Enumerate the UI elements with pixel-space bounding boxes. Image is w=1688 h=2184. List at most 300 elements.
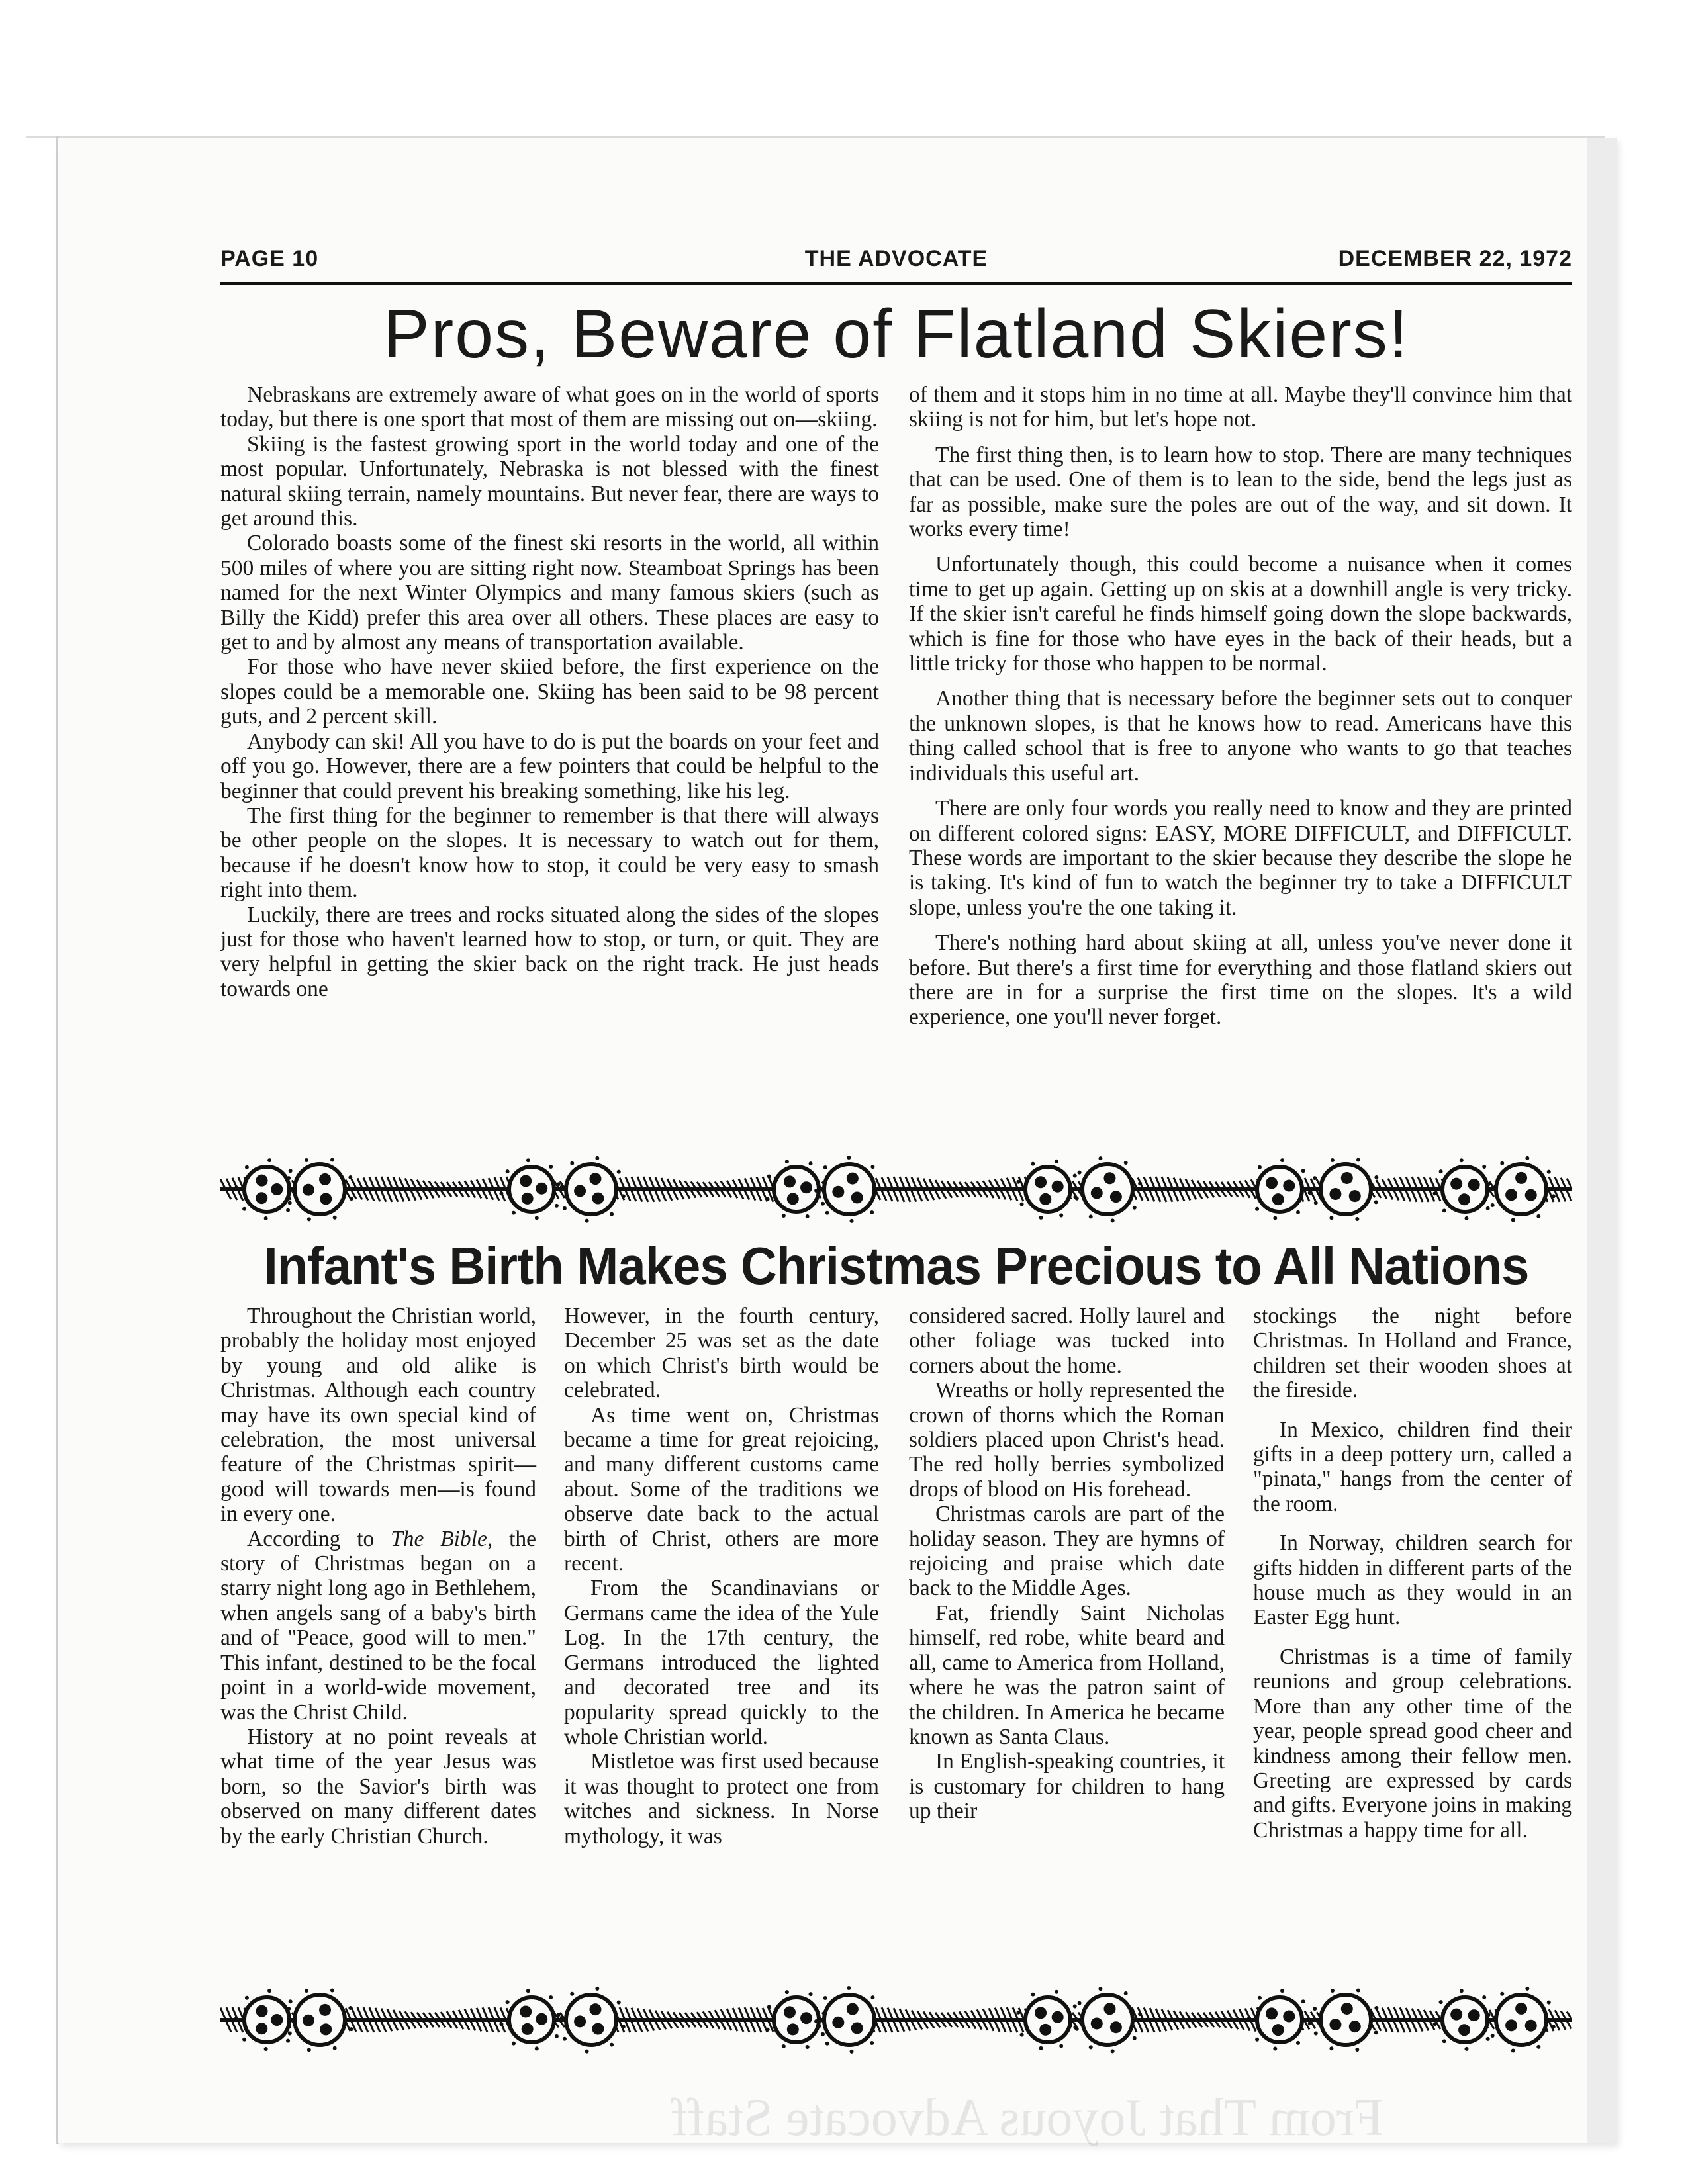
sparkle-dot — [767, 1175, 771, 1179]
sparkle-dot — [535, 2046, 539, 2050]
sparkle-dot — [499, 1191, 503, 1195]
paragraph: Unfortunately though, this could become a nuisance when it comes time to get up again. Getting up on skis at a downhill angle is very tricky. If the skier isn't careful he finds himself going down the slope backwards, which is fine for those who have eyes in the back of their heads, but a little tricky for those who happen to be normal. — [909, 552, 1572, 676]
sparkle-dot — [1124, 1161, 1128, 1165]
ornament-highlight — [1525, 1189, 1537, 1201]
ornament-highlight — [1103, 1172, 1115, 1184]
sparkle-dot — [1547, 1170, 1551, 1174]
paragraph: Christmas is a time of family reunions and group celebrations. More than any other time of the year, people spread good cheer and kindness among their fellow men. Greeting are expressed by cards and gifts. Everyone joins in making Christmas a happy time for all. — [1253, 1644, 1572, 1843]
sparkle-dot — [1133, 2036, 1137, 2040]
sparkle-dot — [1356, 1158, 1360, 1162]
ornament-ball — [1321, 1164, 1371, 1214]
sparkle-dot — [1089, 1214, 1093, 1218]
ornament-highlight — [1272, 1193, 1284, 1205]
sparkle-dot — [617, 2001, 621, 2005]
headline-skiing: Pros, Beware of Flatland Skiers! — [383, 296, 1409, 373]
sparkle-dot — [1536, 1214, 1540, 1218]
sparkle-dot — [1255, 1207, 1259, 1211]
sparkle-dot — [1059, 2044, 1063, 2048]
ornament-ball — [774, 1997, 819, 2042]
sparkle-dot — [1313, 2007, 1317, 2011]
sparkle-dot — [288, 1201, 292, 1205]
paragraph: In English-speaking countries, it is customary for children to hang up their — [909, 1749, 1225, 1824]
ornament-highlight — [1450, 1178, 1462, 1190]
paragraph: stockings the night before Christmas. In Holland and France, children set their wooden shoes at the fireside. — [1253, 1304, 1572, 1403]
ornament-highlight — [1329, 2019, 1341, 2030]
sparkle-dot — [557, 1182, 561, 1186]
ornament-ball — [295, 1995, 345, 2045]
ornament-highlight — [1039, 1193, 1051, 1205]
sparkle-dot — [1273, 2047, 1277, 2051]
sparkle-dot — [289, 1999, 293, 2003]
sparkle-dot — [1439, 2000, 1443, 2004]
sparkle-dot — [1247, 2016, 1251, 2020]
garland-divider — [220, 1985, 1572, 2054]
ornament-highlight — [256, 1192, 267, 1204]
ornament-highlight — [1525, 2020, 1537, 2032]
sparkle-dot — [1308, 2021, 1312, 2025]
ornament-ball — [1496, 1164, 1546, 1214]
ornament-highlight — [1450, 2009, 1462, 2021]
ornament-highlight — [1091, 1187, 1103, 1199]
ornament-highlight — [1283, 1180, 1295, 1192]
sparkle-dot — [1482, 1165, 1486, 1169]
paragraph: Wreaths or holly represented the crown of thorns which the Roman soldiers placed upon Christ's head. The red holly berries symbolized drops of blood on His forehead. — [909, 1378, 1225, 1502]
sparkle-dot — [506, 2000, 510, 2004]
sparkle-dot — [1486, 1206, 1490, 1210]
paragraph: History at no point reveals at what time of the year Jesus was born, so the Savior's birth was observed on many different dates by the early Christian Church. — [220, 1724, 536, 1848]
paragraph — [220, 1527, 536, 1725]
sparkle-dot — [350, 2027, 353, 2031]
ornament-highlight — [1515, 1172, 1527, 1184]
sparkle-dot — [267, 1989, 271, 1993]
sparkle-dot — [1355, 1217, 1359, 1221]
ornament-highlight — [589, 1173, 601, 1185]
ornament-ball — [1025, 1997, 1070, 2042]
sparkle-dot — [1442, 2039, 1446, 2043]
sparkle-dot — [880, 1188, 884, 1192]
sparkle-dot — [1055, 1160, 1058, 1163]
sparkle-dot — [1308, 1191, 1312, 1195]
sparkle-dot — [825, 2042, 829, 2046]
ornament-highlight — [1035, 1176, 1047, 1188]
ornament-highlight — [536, 1183, 547, 1195]
sparkle-dot — [1039, 1216, 1043, 1220]
sparkle-dot — [1460, 1989, 1464, 1993]
paragraph: As time went on, Christmas became a time for great rejoicing, and many different customs came about. Some of the traditions we observe date back to the actual birth of Christ, others are more recent. — [564, 1402, 879, 1576]
sparkle-dot — [348, 1175, 352, 1179]
sparkle-dot — [823, 1165, 827, 1169]
ornament-highlight — [1468, 1179, 1480, 1191]
ornament-highlight — [536, 2013, 547, 2025]
sparkle-dot — [610, 2043, 614, 2047]
article-skiing-column-right — [909, 383, 1572, 1040]
ornament-highlight — [1035, 2007, 1047, 2019]
paragraph: The first thing then, is to learn how to stop. There are many techniques that can be used. One of them is to lean to the side, bend the legs just as far as possible, make sure the poles are out of the way, and sit down. It works every time! — [909, 442, 1572, 542]
ornament-highlight — [592, 1193, 604, 1205]
sparkle-dot — [1313, 1176, 1317, 1180]
ornament-highlight — [1341, 2003, 1353, 2015]
sparkle-dot — [847, 1986, 851, 1990]
sparkle-dot — [307, 1217, 311, 1221]
sparkle-dot — [1133, 1206, 1137, 1210]
ornament-ball — [774, 1167, 819, 1212]
paragraph: There are only four words you really need to know and they are printed on different colored signs: EASY, MORE DIFFICULT, and DIFFICULT. These words are important to the skier because they describe the slope he is taking. It's kind of fun to watch the beginner try to take a DIFFICULT slope, unless you're the one taking it. — [909, 796, 1572, 920]
newspaper-name: THE ADVOCATE — [804, 246, 988, 271]
paragraph: Throughout the Christian world, probably the holiday most enjoyed by young and old alike is Christmas. Although each country may have its own special kind of celebration, the most universal feature of the Christmas spirit—good will towards men—is found in every one. — [220, 1304, 536, 1527]
sparkle-dot — [1138, 1181, 1142, 1185]
paragraph: From the Scandinavians or Germans came the idea of the Yule Log. In the 17th century, the Germans introduced the lighted and decorated tree and its popularity spread quickly to the whole Christian world. — [564, 1576, 879, 1749]
sparkle-dot — [1374, 2030, 1378, 2034]
ornament-highlight — [1052, 1181, 1064, 1193]
sparkle-dot — [288, 2032, 292, 2036]
sparkle-dot — [821, 2032, 825, 2036]
sparkle-dot — [1464, 1216, 1468, 1220]
sparkle-dot — [512, 2042, 516, 2046]
sparkle-dot — [1124, 1991, 1128, 1995]
sparkle-dot — [595, 1156, 599, 1160]
paragraph: Christmas carols are part of the holiday season. They are hymns of rejoicing and praise which date back to the Middle Ages. — [909, 1502, 1225, 1601]
sparkle-dot — [570, 1161, 574, 1165]
ornament-highlight — [320, 1193, 332, 1205]
sparkle-dot — [1031, 1162, 1035, 1166]
ornament-highlight — [520, 2005, 532, 2017]
ornament-ball — [566, 1164, 616, 1214]
sparkle-dot — [1055, 1990, 1058, 1994]
sparkle-dot — [610, 1212, 614, 1216]
ornament-highlight — [1110, 2021, 1122, 2033]
sparkle-dot — [348, 2006, 352, 2010]
ornament-highlight — [271, 2014, 283, 2026]
sparkle-dot — [1078, 1171, 1082, 1175]
sparkle-dot — [870, 1210, 874, 1214]
sparkle-dot — [555, 2034, 559, 2038]
ornament-highlight — [1266, 1177, 1278, 1189]
sparkle-dot — [563, 2037, 567, 2041]
sparkle-dot — [850, 2050, 854, 2054]
ornament-highlight — [303, 1184, 314, 1196]
sparkle-dot — [1464, 2047, 1468, 2051]
sparkle-dot — [1511, 1218, 1515, 1222]
running-head — [220, 246, 1572, 283]
sparkle-dot — [1301, 1999, 1305, 2003]
sparkle-dot — [1331, 1158, 1335, 1162]
sparkle-dot — [1296, 2041, 1300, 2045]
ornament-ball — [1082, 1164, 1133, 1214]
paragraph: Luckily, there are trees and rocks situated along the sides of the slopes just for those who haven't learned how to stop, or turn, or quit. They are very helpful in getting the skier back on the right track. He just heads towards one — [220, 902, 879, 1001]
sparkle-dot — [512, 1211, 516, 1215]
ornament-highlight — [1266, 2007, 1278, 2019]
ornament-highlight — [1272, 2024, 1284, 2036]
sparkle-dot — [307, 2048, 311, 2052]
issue-date: DECEMBER 22, 1972 — [1338, 246, 1572, 271]
sparkle-dot — [350, 1197, 353, 1201]
sparkle-dot — [245, 1996, 249, 2000]
sparkle-dot — [557, 2013, 561, 2017]
sparkle-dot — [766, 2028, 770, 2032]
paragraph: Nebraskans are extremely aware of what goes on in the world of sports today, but there is one sport that most of them are missing out on—skiing. — [220, 383, 879, 432]
sparkle-dot — [1511, 2049, 1515, 2053]
sparkle-dot — [1432, 2022, 1436, 2026]
paragraph: Another thing that is necessary before the beginner sets out to conquer the unknown slopes, is that he knows how to read. Americans have this thing called school that is free to anyone who wants to go that teaches individuals this useful art. — [909, 686, 1572, 786]
sparkle-dot — [1073, 2025, 1077, 2029]
sparkle-dot — [870, 1165, 874, 1169]
ornament-highlight — [1052, 2011, 1064, 2023]
sparkle-dot — [1491, 2034, 1495, 2038]
ornament-highlight — [574, 2015, 586, 2027]
sparkle-dot — [264, 2047, 268, 2051]
ornament-highlight — [1341, 1172, 1353, 1184]
ornament-highlight — [589, 2003, 601, 2015]
sparkle-dot — [1255, 2038, 1259, 2042]
sparkle-dot — [1073, 2005, 1077, 2009]
ornament-ball — [1025, 1167, 1070, 1212]
ornament-highlight — [784, 1175, 796, 1187]
headline-christmas: Infant's Birth Makes Christmas Precious to All Nations — [263, 1236, 1529, 1295]
sparkle-dot — [1486, 2037, 1490, 2041]
ornament-highlight — [319, 2004, 331, 2016]
sparkle-dot — [1500, 1992, 1504, 1996]
sparkle-dot — [1031, 1993, 1035, 1997]
paragraph: considered sacred. Holly laurel and other foliage was tucked into corners about the home. — [909, 1304, 1225, 1378]
sparkle-dot — [1258, 1165, 1262, 1169]
sparkle-dot — [330, 1158, 334, 1162]
sparkle-dot — [1314, 1201, 1318, 1205]
garland-divider — [220, 1155, 1572, 1224]
sparkle-dot — [1355, 2048, 1359, 2052]
sparkle-dot — [809, 1161, 813, 1165]
ornament-highlight — [320, 2023, 332, 2035]
sparkle-dot — [333, 2046, 337, 2050]
ornament-highlight — [1468, 2009, 1480, 2021]
sparkle-dot — [585, 1219, 589, 1223]
article-christmas-column-4 — [1253, 1304, 1572, 1857]
sparkle-dot — [1280, 1989, 1284, 1993]
sparkle-dot — [766, 1197, 770, 1201]
ornament-highlight — [784, 2006, 796, 2018]
ornament-highlight — [847, 1173, 859, 1185]
sparkle-dot — [570, 1992, 574, 1996]
sparkle-dot — [767, 2005, 771, 2009]
article-christmas-column-1 — [220, 1304, 536, 1848]
ornament-highlight — [574, 1185, 586, 1197]
ornament-highlight — [832, 1186, 844, 1198]
sparkle-dot — [622, 1194, 626, 1198]
ornament-highlight — [1283, 2011, 1295, 2023]
sparkle-dot — [1331, 1989, 1335, 1993]
ornament-highlight — [303, 2015, 314, 2026]
sparkle-dot — [1098, 1156, 1102, 1160]
paragraph: However, in the fourth century, December 25 was set as the date on which Christ's birth would be celebrated. — [564, 1304, 879, 1403]
ornament-highlight — [1505, 2019, 1517, 2031]
ornament-ball — [1496, 1995, 1546, 2045]
paragraph: In Mexico, children find their gifts in a deep pottery urn, called a "pinata," hangs from the center of the room. — [1253, 1417, 1572, 1516]
sparkle-dot — [1329, 2046, 1333, 2050]
sparkle-dot — [785, 1990, 789, 1994]
sparkle-dot — [1552, 1194, 1556, 1198]
sparkle-dot — [560, 1185, 564, 1189]
sparkle-dot — [1491, 1203, 1495, 1207]
sparkle-dot — [1017, 1180, 1021, 1184]
text-run: the story of Christmas began on a starry night long ago in Bethlehem, when angels sang of a baby's birth and of "Peace, good will to men." This infant, destined to be the focal point in a world-wide movement, was the Christ Child. — [220, 1526, 536, 1725]
sparkle-dot — [1078, 2001, 1082, 2005]
sparkle-dot — [305, 1158, 308, 1162]
sparkle-dot — [333, 1216, 337, 1220]
sparkle-dot — [1374, 1175, 1378, 1179]
sparkle-dot — [549, 1995, 553, 1999]
sparkle-dot — [1487, 1182, 1491, 1186]
sparkle-dot — [234, 2016, 238, 2020]
ornament-highlight — [1458, 1193, 1470, 1205]
sparkle-dot — [809, 1992, 813, 1996]
paragraph: Fat, friendly Saint Nicholas himself, red robe, white beard and all, came to America from Holland, where he was the patron saint of the children. In America he became known as Santa Claus. — [909, 1600, 1225, 1749]
sparkle-dot — [1314, 2032, 1318, 2036]
sparkle-dot — [1525, 1156, 1529, 1160]
sparkle-dot — [1301, 1169, 1305, 1173]
sparkle-dot — [1017, 2011, 1021, 2015]
ornament-highlight — [1505, 1189, 1517, 1201]
ornament-ball — [1082, 1995, 1133, 2045]
ornament-highlight — [319, 1173, 331, 1185]
ornament-highlight — [256, 2005, 267, 2017]
sparkle-dot — [234, 1185, 238, 1189]
sparkle-dot — [1073, 1174, 1077, 1178]
sparkle-dot — [1111, 2049, 1115, 2053]
sparkle-dot — [242, 1207, 246, 1211]
sparkle-dot — [1020, 1203, 1024, 1206]
sparkle-dot — [555, 1204, 559, 1208]
sparkle-dot — [1432, 1191, 1436, 1195]
sparkle-dot — [1547, 2001, 1551, 2005]
sparkle-dot — [870, 2041, 874, 2045]
ornament-highlight — [520, 1175, 532, 1187]
paragraph: For those who have never skiied before, the first experience on the slopes could be a memorable one. Skiing has been said to be 98 percent guts, and 2 percent skill. — [220, 655, 879, 729]
paragraph: of them and it stops him in no time at all. Maybe they'll convince him that skiing is not for him, but let's hope not. — [909, 383, 1572, 432]
sparkle-dot — [880, 2019, 884, 2023]
sparkle-dot — [825, 1211, 829, 1215]
text-run: According to — [247, 1526, 391, 1551]
sparkle-dot — [560, 2015, 564, 2019]
ornament-highlight — [832, 2017, 844, 2028]
sparkle-dot — [1296, 1210, 1300, 1214]
sparkle-dot — [1258, 1996, 1262, 2000]
sparkle-dot — [1059, 1214, 1063, 1218]
sparkle-dot — [1039, 2046, 1043, 2050]
sparkle-dot — [1374, 1200, 1378, 1204]
ornament-highlight — [1103, 2003, 1115, 2015]
ornament-ball — [566, 1995, 616, 2045]
ornament-highlight — [1515, 2003, 1527, 2015]
ornament-highlight — [787, 2023, 799, 2035]
sparkle-dot — [526, 1158, 530, 1162]
sparkle-dot — [622, 2025, 626, 2028]
ornament-ball — [295, 1164, 345, 1214]
sparkle-dot — [823, 1996, 827, 2000]
ornament-highlight — [592, 2023, 604, 2035]
sparkle-dot — [1536, 2045, 1540, 2049]
sparkle-dot — [305, 1989, 308, 1993]
ornament-highlight — [522, 2023, 534, 2035]
page-number: PAGE 10 — [220, 246, 319, 271]
sparkle-dot — [289, 1169, 293, 1173]
sparkle-dot — [1356, 1989, 1360, 1993]
sparkle-dot — [287, 2007, 291, 2011]
sparkle-dot — [847, 1156, 851, 1160]
ornament-highlight — [800, 1181, 812, 1193]
sparkle-dot — [1329, 1216, 1333, 1220]
article-christmas-column-3 — [909, 1304, 1225, 1824]
ornament-highlight — [1110, 1191, 1122, 1203]
sparkle-dot — [617, 1170, 621, 1174]
sparkle-dot — [286, 1208, 290, 1212]
ornament-highlight — [1091, 2017, 1103, 2029]
ornament-highlight — [800, 2012, 812, 2024]
sparkle-dot — [286, 2039, 290, 2043]
ornament-highlight — [851, 1191, 863, 1203]
ornament-ball — [824, 1995, 874, 2045]
sparkle-dot — [1098, 1987, 1102, 1991]
sparkle-dot — [563, 1206, 567, 1210]
sparkle-dot — [1487, 2013, 1491, 2017]
ornament-highlight — [256, 1175, 267, 1187]
ornament-ball — [1321, 1995, 1371, 2045]
sparkle-dot — [595, 1987, 599, 1991]
sparkle-dot — [782, 1214, 786, 1218]
sparkle-dot — [782, 2044, 786, 2048]
paragraph: Skiing is the fastest growing sport in the world today and one of the most popular. Unfortunately, Nebraska is not blessed with the finest natural skiing terrain, namely mountains. But never fear, there are ways to get around this. — [220, 432, 879, 531]
ornament-highlight — [522, 1193, 534, 1205]
ornament-highlight — [1349, 2021, 1361, 2032]
paragraph: The first thing for the beginner to remember is that there will always be other people on the slopes. It is necessary to watch out for them, because if he doesn't know how to stop, it could be very easy to smash right into them. — [220, 803, 879, 903]
paragraph: There's nothing hard about skiing at all, unless you've never done it before. But there's a first time for everything and those flatland skiers out there are in for a surprise the first time on the slopes. It's a wild experience, one you'll never forget. — [909, 931, 1572, 1030]
sparkle-dot — [549, 1165, 553, 1169]
ornament-highlight — [787, 1193, 799, 1205]
ornament-highlight — [1039, 2024, 1051, 2036]
sparkle-dot — [1525, 1987, 1529, 1991]
sparkle-dot — [1374, 2006, 1378, 2010]
ornament-highlight — [271, 1183, 283, 1195]
paragraph: Mistletoe was first used because it was thought to protect one from witches and sickness. In Norse mythology, it was — [564, 1749, 879, 1848]
bible-title: The Bible, — [391, 1526, 493, 1551]
sparkle-dot — [499, 2022, 503, 2026]
sparkle-dot — [264, 1216, 268, 1220]
sparkle-dot — [1552, 2025, 1556, 2028]
article-skiing-column-left — [220, 383, 879, 1001]
sparkle-dot — [1482, 1995, 1486, 1999]
sparkle-dot — [1089, 2045, 1093, 2049]
sparkle-dot — [330, 1989, 334, 1993]
sparkle-dot — [1020, 2033, 1024, 2037]
article-christmas-column-2 — [564, 1304, 879, 1848]
sparkle-dot — [1500, 1161, 1504, 1165]
sparkle-dot — [1138, 2012, 1142, 2016]
sparkle-dot — [245, 1165, 249, 1169]
sparkle-dot — [821, 1202, 825, 1206]
sparkle-dot — [1442, 1208, 1446, 1212]
paragraph: Colorado boasts some of the finest ski resorts in the world, all within 500 miles of where you are sitting right now. Steamboat Springs has been named for the next Winter Olympics and many famous skiers (such as Billy the Kidd) prefer this area over all others. These places are easy to get to and by almost any means of transportation available. — [220, 531, 879, 655]
ornament-highlight — [256, 2023, 267, 2034]
sparkle-dot — [1111, 1218, 1115, 1222]
ornament-highlight — [851, 2022, 863, 2034]
sparkle-dot — [785, 1160, 789, 1163]
sparkle-dot — [242, 2038, 246, 2042]
sparkle-dot — [1273, 1216, 1277, 1220]
sparkle-dot — [814, 2019, 818, 2023]
sparkle-dot — [814, 1189, 818, 1193]
sparkle-dot — [585, 2050, 589, 2054]
sparkle-dot — [267, 1158, 271, 1162]
sparkle-dot — [806, 1214, 810, 1218]
ornament-highlight — [1329, 1188, 1341, 1200]
